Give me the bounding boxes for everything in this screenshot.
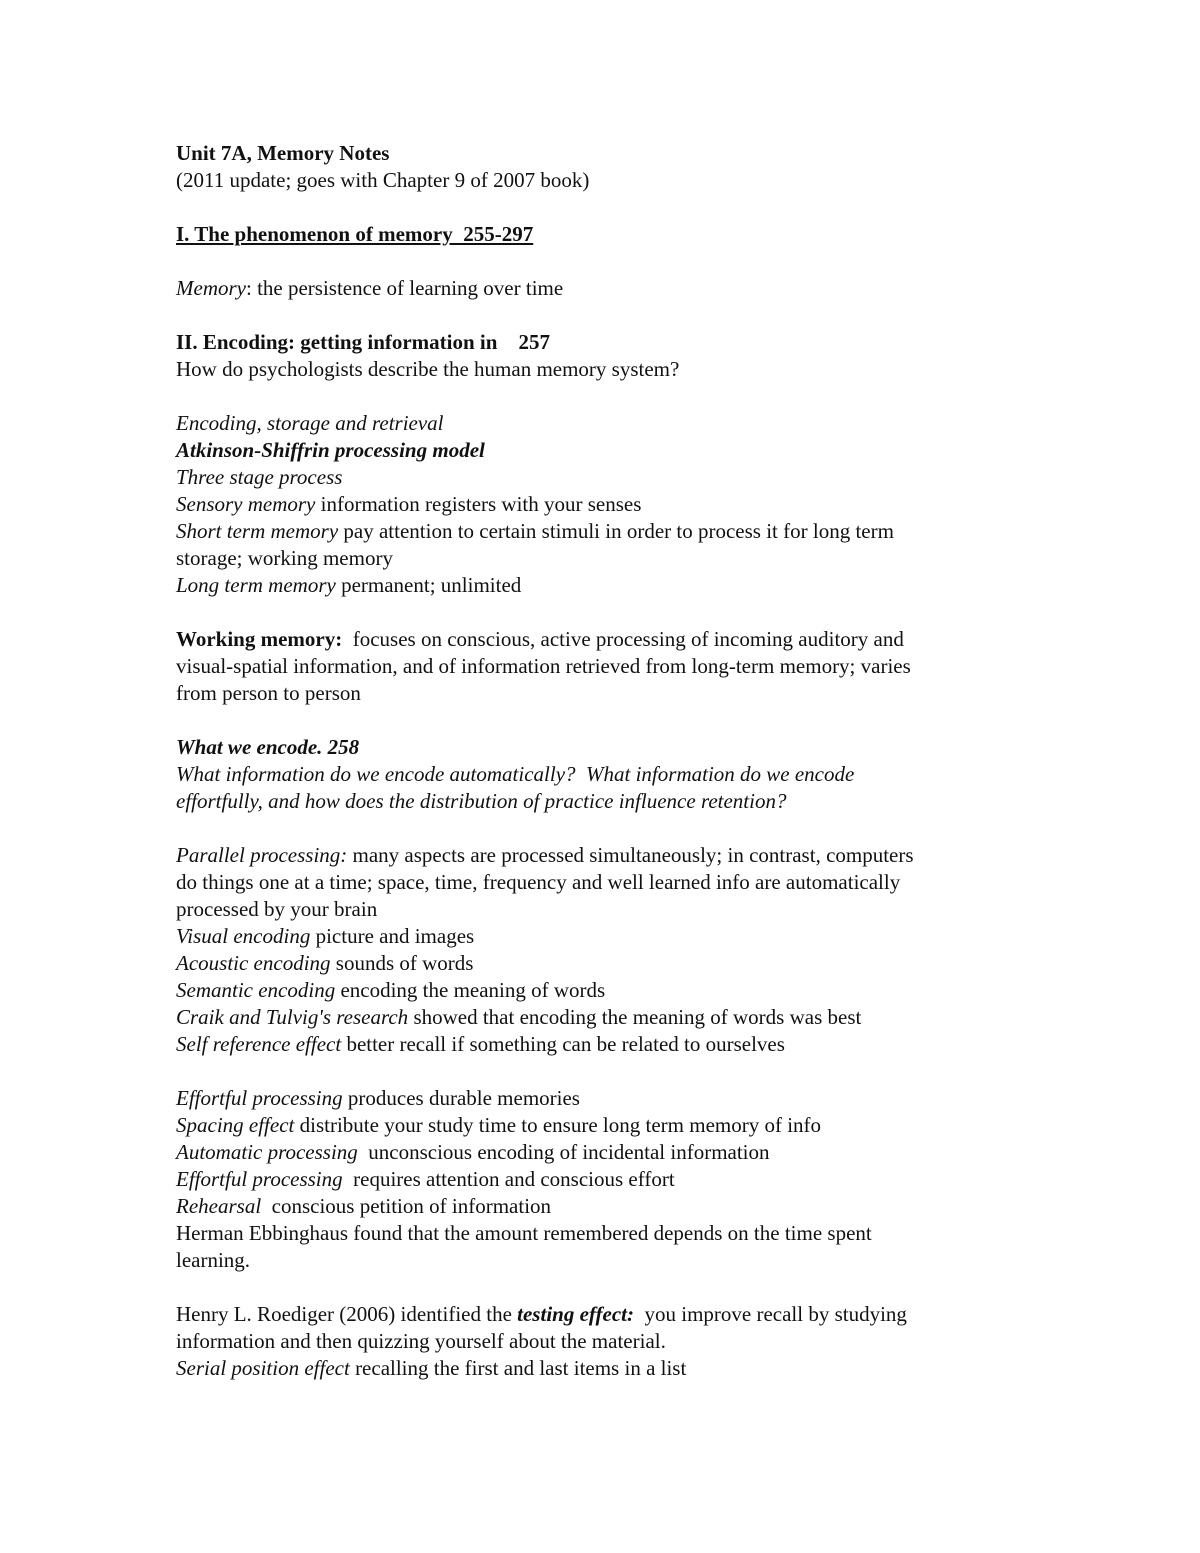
document-title: Unit 7A, Memory Notes bbox=[176, 141, 390, 165]
definition: requires attention and conscious effort bbox=[342, 1167, 675, 1191]
definition: encoding the meaning of words bbox=[335, 978, 606, 1002]
testing-effect-pre: Henry L. Roediger (2006) identified the bbox=[176, 1302, 518, 1326]
term: Rehearsal bbox=[176, 1194, 262, 1218]
term: Visual encoding bbox=[176, 924, 311, 948]
term: Effortful processing bbox=[176, 1167, 343, 1191]
processing-item bbox=[176, 1139, 1036, 1166]
document-body bbox=[176, 140, 1036, 1382]
term: Spacing effect bbox=[176, 1113, 295, 1137]
short-term-memory-line bbox=[176, 518, 1036, 545]
term: Short term memory bbox=[176, 519, 339, 543]
term: Acoustic encoding bbox=[176, 951, 331, 975]
term: Self reference effect bbox=[176, 1032, 342, 1056]
processing-item bbox=[176, 1112, 1036, 1139]
definition: produces durable memories bbox=[342, 1086, 580, 1110]
definition: better recall if something can be related to ourselves bbox=[341, 1032, 785, 1056]
definition: showed that encoding the meaning of words was best bbox=[408, 1005, 862, 1029]
encoding-item bbox=[176, 977, 1036, 1004]
serial-position-line bbox=[176, 1355, 1036, 1382]
esr-line: Encoding, storage and retrieval bbox=[176, 411, 444, 435]
ebbinghaus-line-2: learning. bbox=[176, 1248, 251, 1272]
term: Serial position effect bbox=[176, 1356, 350, 1380]
testing-effect-post: you improve recall by studying bbox=[633, 1302, 907, 1326]
term: Memory bbox=[176, 276, 246, 300]
definition: focuses on conscious, active processing of incoming auditory and bbox=[342, 627, 904, 651]
definition: unconscious encoding of incidental information bbox=[357, 1140, 770, 1164]
processing-item bbox=[176, 1085, 1036, 1112]
term: testing effect: bbox=[517, 1302, 634, 1326]
definition: recalling the first and last items in a list bbox=[349, 1356, 687, 1380]
encode-question-1: What information do we encode automatically? What information do we encode bbox=[176, 762, 855, 786]
model-name: Atkinson-Shiffrin processing model bbox=[176, 438, 485, 462]
processing-item bbox=[176, 1166, 1036, 1193]
encoding-question: How do psychologists describe the human memory system? bbox=[176, 357, 680, 381]
testing-effect-line-2: information and then quizzing yourself about the material. bbox=[176, 1329, 666, 1353]
encoding-item bbox=[176, 1031, 1036, 1058]
short-term-memory-line-2: storage; working memory bbox=[176, 546, 393, 570]
sensory-memory-line bbox=[176, 491, 1036, 518]
definition: distribute your study time to ensure long term memory of info bbox=[294, 1113, 822, 1137]
working-memory-line bbox=[176, 626, 1036, 653]
three-stage-line: Three stage process bbox=[176, 465, 343, 489]
document-subtitle: (2011 update; goes with Chapter 9 of 2007 book) bbox=[176, 168, 590, 192]
term: Effortful processing bbox=[176, 1086, 343, 1110]
term: Working memory: bbox=[176, 627, 343, 651]
parallel-processing-line bbox=[176, 842, 1036, 869]
working-memory-line-2: visual-spatial information, and of information retrieved from long-term memory; varies bbox=[176, 654, 911, 678]
section-heading-encoding: II. Encoding: getting information in 257 bbox=[176, 330, 550, 354]
definition: information registers with your senses bbox=[315, 492, 642, 516]
encoding-item bbox=[176, 1004, 1036, 1031]
term: Semantic encoding bbox=[176, 978, 336, 1002]
parallel-processing-line-2: do things one at a time; space, time, frequency and well learned info are automatically bbox=[176, 870, 901, 894]
encoding-item bbox=[176, 950, 1036, 977]
encode-question-2: effortfully, and how does the distribution of practice influence retention? bbox=[176, 789, 787, 813]
definition: sounds of words bbox=[330, 951, 474, 975]
definition: conscious petition of information bbox=[261, 1194, 552, 1218]
definition: permanent; unlimited bbox=[335, 573, 522, 597]
ebbinghaus-line: Herman Ebbinghaus found that the amount remembered depends on the time spent bbox=[176, 1221, 872, 1245]
processing-item bbox=[176, 1193, 1036, 1220]
term: Sensory memory bbox=[176, 492, 316, 516]
definition: : the persistence of learning over time bbox=[245, 276, 564, 300]
long-term-memory-line bbox=[176, 572, 1036, 599]
working-memory-line-3: from person to person bbox=[176, 681, 361, 705]
memory-definition bbox=[176, 275, 1036, 302]
term: Automatic processing bbox=[176, 1140, 358, 1164]
parallel-processing-line-3: processed by your brain bbox=[176, 897, 378, 921]
definition: pay attention to certain stimuli in order to process it for long term bbox=[338, 519, 894, 543]
testing-effect-line bbox=[176, 1301, 1036, 1328]
section-heading-what-we-encode: What we encode. 258 bbox=[176, 735, 360, 759]
term: Parallel processing: bbox=[176, 843, 348, 867]
section-heading-phenomenon: I. The phenomenon of memory 255-297 bbox=[176, 222, 534, 246]
encoding-item bbox=[176, 923, 1036, 950]
definition: picture and images bbox=[310, 924, 475, 948]
term: Long term memory bbox=[176, 573, 336, 597]
term: Craik and Tulvig's research bbox=[176, 1005, 409, 1029]
definition: many aspects are processed simultaneously; in contrast, computers bbox=[347, 843, 914, 867]
